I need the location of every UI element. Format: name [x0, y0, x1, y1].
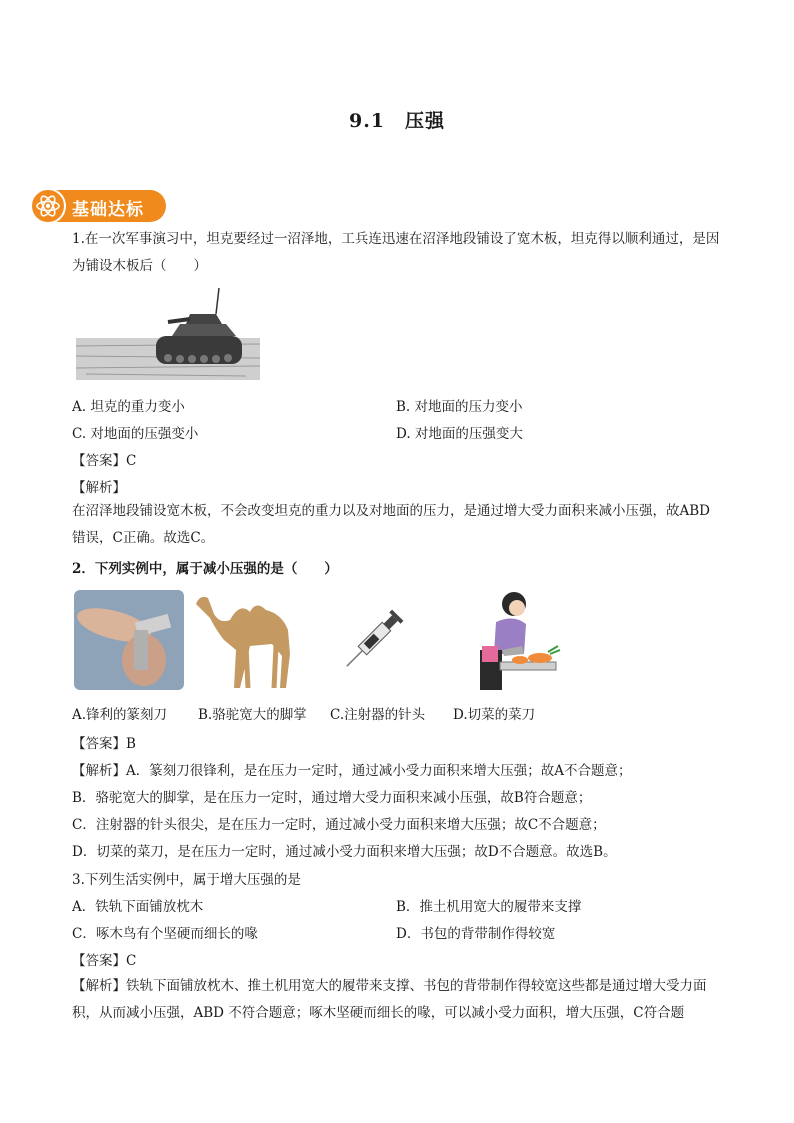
q3-option-a: A．铁轨下面铺放枕木	[72, 899, 204, 915]
q1-option-c: C. 对地面的压强变小	[72, 426, 199, 442]
chef-cutting-image	[462, 588, 562, 694]
q2-analysis-line-2: B．骆驼宽大的脚掌，是在压力一定时，通过增大受力面积来减小压强，故B符合题意；	[72, 790, 592, 806]
q2-analysis-line-1: 【解析】A．篆刻刀很锋利，是在压力一定时，通过减小受力面积来增大压强；故A不合题意；	[72, 763, 632, 779]
q1-option-d: D. 对地面的压强变大	[396, 426, 523, 442]
q1-analysis-label: 【解析】	[72, 480, 126, 496]
q2-stem: 2．下列实例中，属于减小压强的是（ ）	[72, 561, 338, 577]
q2-caption-c: C.注射器的针头	[330, 707, 426, 723]
q2-caption-d: D.切菜的菜刀	[453, 707, 536, 723]
q3-option-d: D．书包的背带制作得较宽	[396, 926, 556, 942]
q3-analysis: 【解析】铁轨下面铺放枕木、推土机用宽大的履带来支撑、书包的背带制作得较宽这些都是通过增大受力面积，从而减小压强，ABD 不符合题意；啄木坚硬而细长的喙，可以减小受力面积，增大压强，C符合题	[72, 978, 707, 1021]
carving-knife-image	[74, 590, 184, 690]
tank-image	[76, 286, 260, 380]
q1-analysis: 在沼泽地段铺设宽木板，不会改变坦克的重力以及对地面的压力，是通过增大受力面积来减小压强，故ABD错误，C正确。故选C。	[72, 503, 710, 546]
q2-answer: 【答案】B	[72, 736, 136, 752]
q2-analysis-line-3: C．注射器的针头很尖，是在压力一定时，通过减小受力面积来增大压强；故C不合题意；	[72, 817, 606, 833]
q3-answer: 【答案】C	[72, 953, 137, 969]
page-title: 9.1 压强	[348, 110, 446, 132]
q3-option-c: C．啄木鸟有个坚硬而细长的喙	[72, 926, 258, 942]
atom-icon	[30, 188, 66, 224]
q2-analysis-line-4: D．切菜的菜刀，是在压力一定时，通过减小受力面积来增大压强；故D不合题意。故选B。	[72, 844, 617, 860]
q1-option-a: A. 坦克的重力变小	[72, 399, 185, 415]
camel-image	[190, 584, 304, 692]
q2-caption-b: B.骆驼宽大的脚掌	[198, 707, 307, 723]
section-badge	[30, 188, 168, 224]
syringe-image	[334, 602, 412, 678]
badge-label: 基础达标	[72, 200, 144, 220]
q3-stem: 3.下列生活实例中，属于增大压强的是	[72, 872, 301, 888]
q3-option-b: B．推土机用宽大的履带来支撑	[396, 899, 582, 915]
q1-stem: 1.在一次军事演习中，坦克要经过一沼泽地，工兵连迅速在沼泽地段铺设了宽木板，坦克得以顺利通过，是因为铺设木板后（ ）	[72, 231, 720, 274]
q2-caption-a: A.锋利的篆刻刀	[72, 707, 168, 723]
q1-answer: 【答案】C	[72, 453, 137, 469]
q1-option-b: B. 对地面的压力变小	[396, 399, 523, 415]
